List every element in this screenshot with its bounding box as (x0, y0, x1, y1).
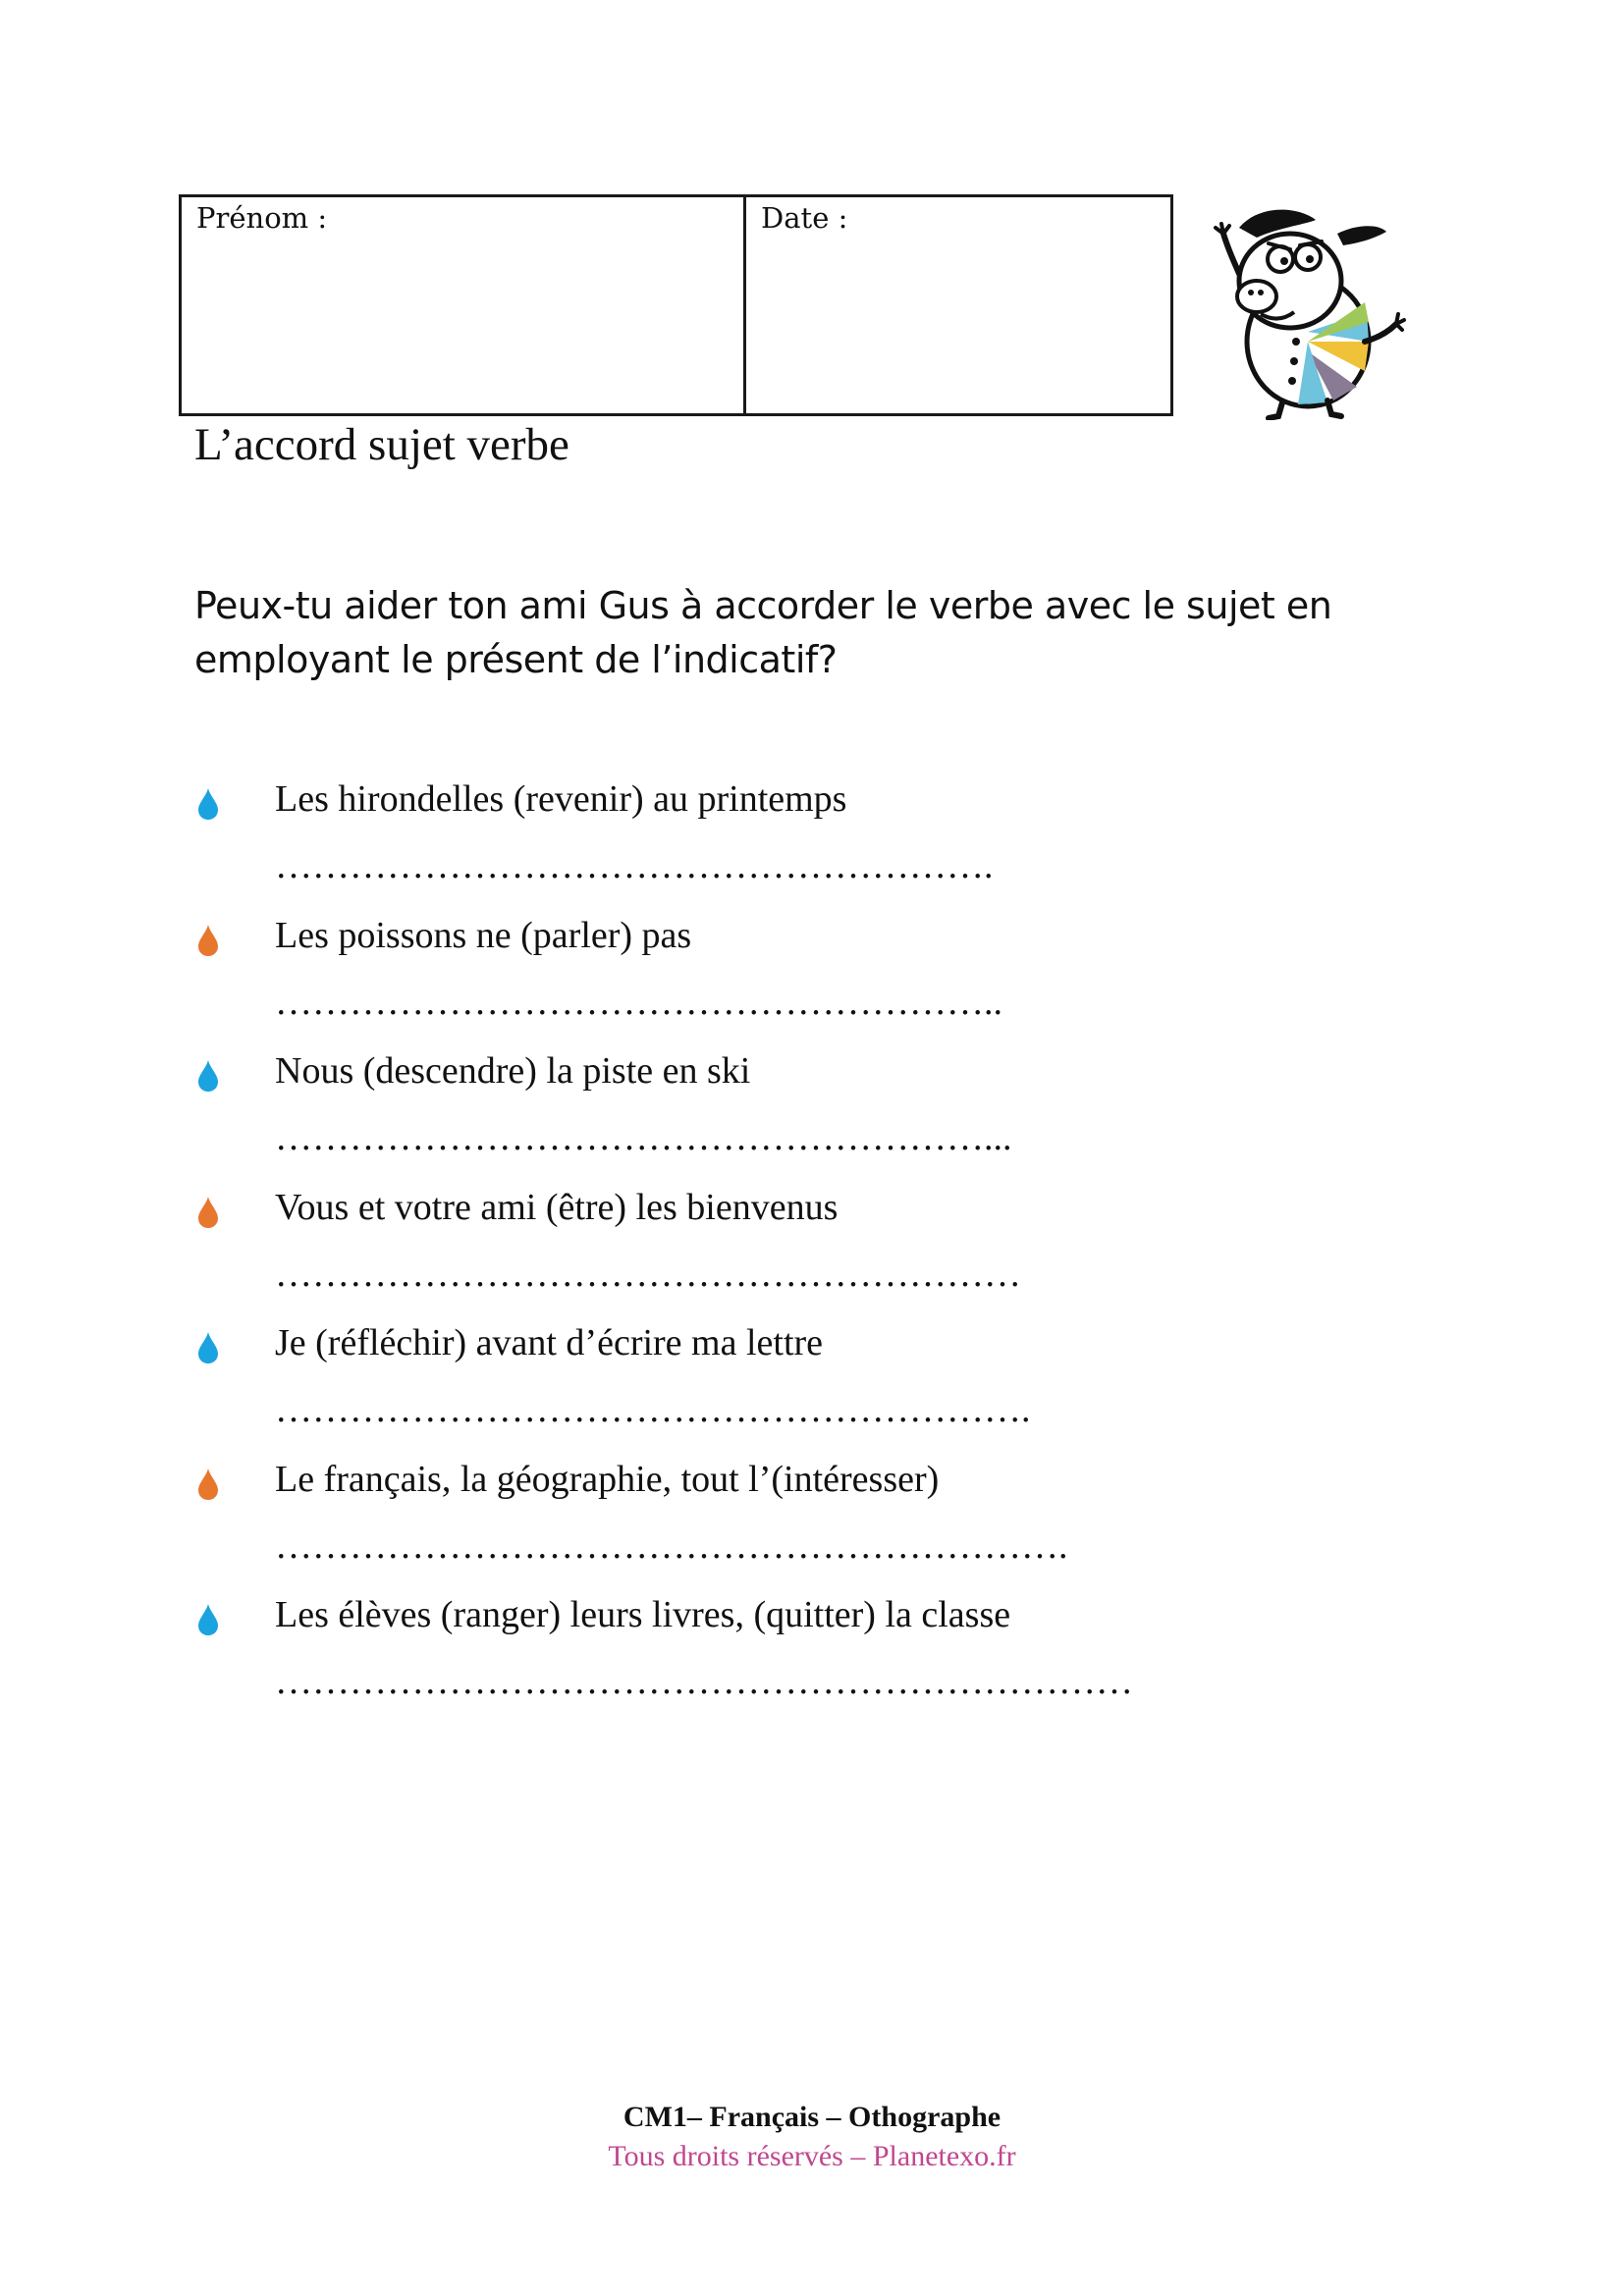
water-drop-icon (196, 1331, 220, 1364)
exercise-item (0, 1186, 1624, 1313)
exercise-item (0, 1049, 1624, 1177)
exercise-item (0, 1593, 1624, 1721)
exercise-sentence: Les hirondelles (revenir) au printemps (275, 778, 847, 820)
water-drop-icon (196, 924, 220, 957)
exercise-item (0, 914, 1624, 1041)
answer-line[interactable]: ………………………………………………………. (275, 1524, 1068, 1567)
footer-copyright: Tous droits réservés – Planetexo.fr (608, 2140, 1016, 2172)
instruction-text: Peux-tu aider ton ami Gus à accorder le verbe avec le sujet en employant le présent de l’indicatif? (194, 584, 1332, 681)
exercise-sentence: Nous (descendre) la piste en ski (275, 1050, 751, 1092)
exercise-item (0, 1458, 1624, 1585)
answer-line[interactable]: ……………………………………………………. (275, 1389, 1031, 1430)
answer-line[interactable]: …………………………………………………… (275, 1253, 1021, 1295)
water-drop-icon (196, 1196, 220, 1229)
exercise-sentence: Je (réfléchir) avant d’écrire ma lettre (275, 1322, 824, 1363)
date-label: Date : (761, 201, 848, 235)
footer-course: CM1– Français – Othographe (623, 2101, 1001, 2133)
page-title: L’accord sujet verbe (194, 419, 569, 470)
water-drop-icon (196, 1603, 220, 1636)
exercise-item (0, 1321, 1624, 1449)
gus-mascot-illustration (1200, 194, 1416, 420)
date-cell[interactable] (746, 197, 1170, 413)
answer-line[interactable]: …………………………………………………... (275, 1117, 1012, 1158)
answer-line[interactable]: …………………………………………………. (275, 845, 994, 886)
name-label: Prénom : (196, 201, 328, 235)
answer-line[interactable]: ………………………………………………….. (275, 981, 1002, 1023)
exercise-sentence: Vous et votre ami (être) les bienvenus (275, 1186, 839, 1228)
water-drop-icon (196, 787, 220, 821)
exercise-sentence: Le français, la géographie, tout l’(intéresser) (275, 1458, 940, 1500)
water-drop-icon (196, 1059, 220, 1093)
answer-line[interactable]: …………………………………………………………… (275, 1661, 1133, 1702)
name-cell[interactable] (182, 197, 746, 413)
name-date-table (179, 194, 1173, 416)
water-drop-icon (196, 1468, 220, 1501)
exercise-item (0, 777, 1624, 905)
exercise-sentence: Les poissons ne (parler) pas (275, 914, 692, 956)
exercise-sentence: Les élèves (ranger) leurs livres, (quitter) la classe (275, 1594, 1011, 1635)
